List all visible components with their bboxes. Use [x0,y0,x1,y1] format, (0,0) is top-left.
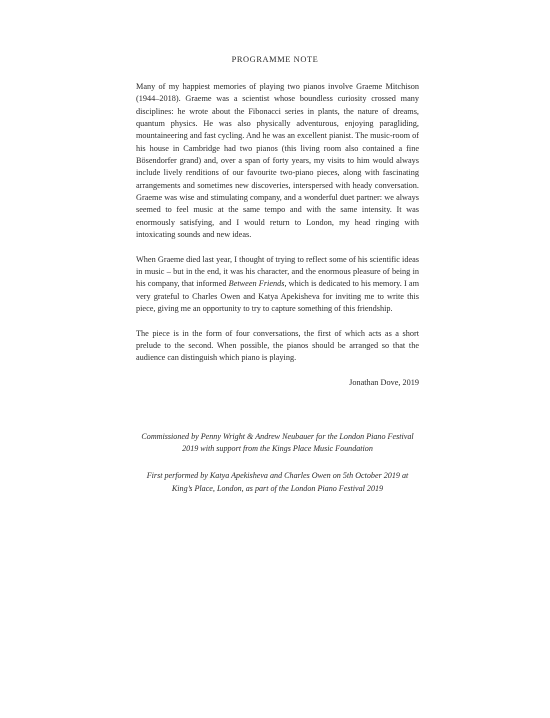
programme-note-body [136,81,419,390]
page-heading: PROGRAMME NOTE [231,55,319,64]
work-title: Between Friends [228,279,285,289]
paragraph-1: Many of my happiest memories of playing two pianos involve Graeme Mitchison (1944–2018). Graeme was a scientist whose boundless curiosity crossed many disciplines: he wrote about the Fibonacci series in plants, the nature of dreams, quantum physics. He was also physically adventurous, enjoying paragliding, mountaineering and fast cycling. And he was an excellent pianist. The music-room of his house in Cambridge had two pianos (this living room also contained a fine Bösendorfer grand) and, over a span of forty years, my visits to him would always include lively renditions of our favourite two-piano pieces, along with fascinating arrangements and sometimes new discoveries, interspersed with heady conversation. Graeme was wise and stimulating company, and a wonderful duet partner: we always seemed to feel music at the same tempo and with the same intensity. It was enormously satisfying, and I would return to London, my head ringing with intoxicating sounds and new ideas. [136,82,419,240]
credits-block [136,431,419,495]
paragraph-2 [136,254,419,316]
paragraph-2-text-after: , which is dedicated to his memory. I am very grateful to Charles Owen and Katya Apekisheva for inviting me to write this piece, giving me an opportunity to try to capture something of this friendship. [136,279,419,314]
paragraph-2-text-before: When Graeme died last year, I thought of trying to reflect some of his scientific ideas in music – but in the end, it was his character, and the enormous pleasure of being in his company, that informed [136,254,419,289]
commission-credit: Commissioned by Penny Wright & Andrew Neubauer for the London Piano Festival 2019 with support from the Kings Place Music Foundation [141,432,414,454]
paragraph-3: The piece is in the form of four conversations, the first of which acts as a short prelude to the second. When possible, the pianos should be arranged so that the audience can distinguish which piano is playing. [136,328,419,363]
premiere-credit: First performed by Katya Apekisheva and Charles Owen on 5th October 2019 at King’s Place, London, as part of the London Piano Festival 2019 [146,471,409,493]
author-signature: Jonathan Dove, 2019 [349,378,419,388]
